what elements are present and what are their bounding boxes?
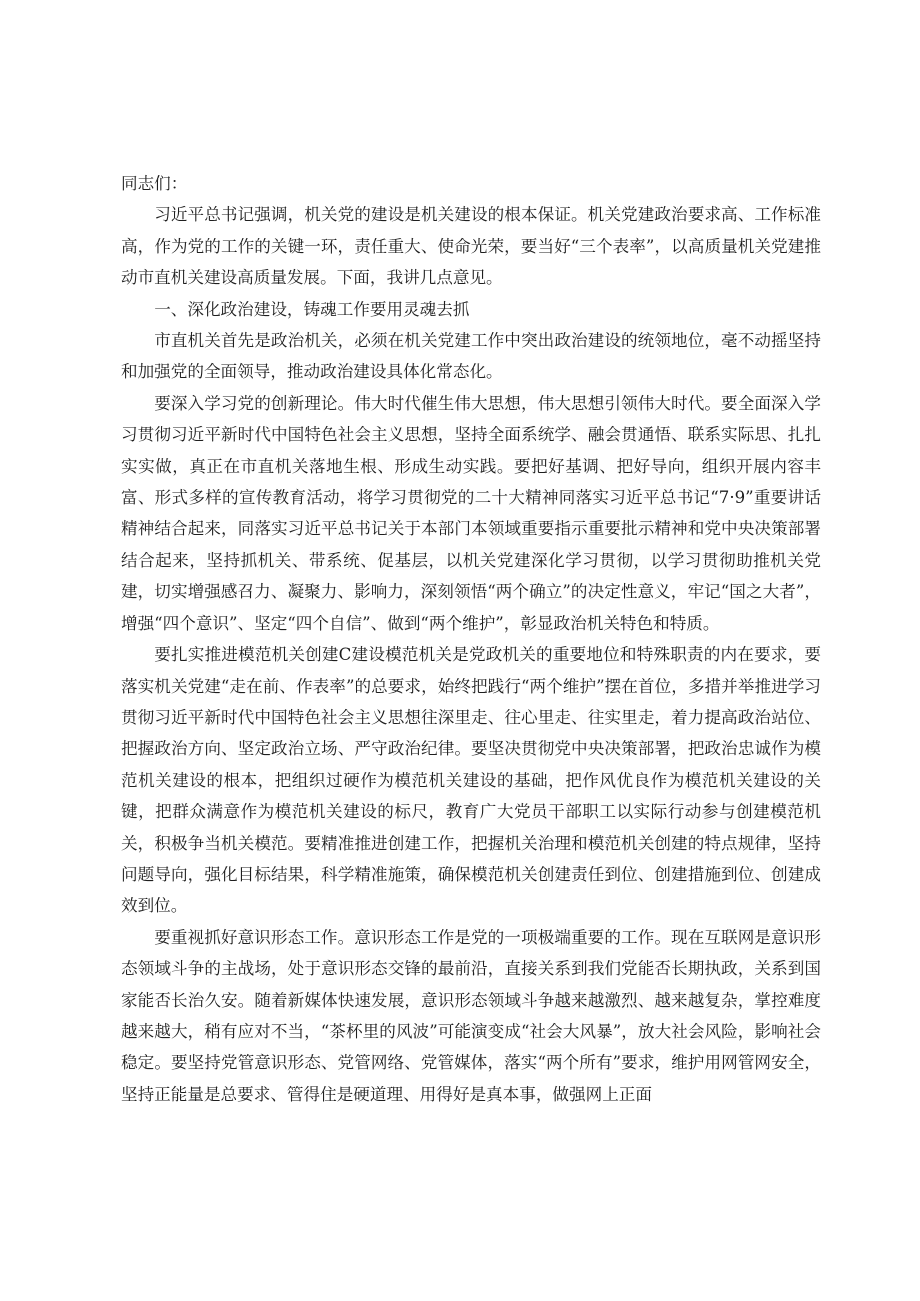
- section-heading-1: 一、深化政治建设，铸魂工作要用灵魂去抓: [154, 299, 470, 319]
- body-paragraph: 要扎实推进模范机关创建C建设模范机关是党政机关的重要地位和特殊职责的内在要求，要落实机关党建“走在前、作表率”的总要求，始终把践行“两个维护”摆在首位，多措并举推进学习贯彻习近平新时代中国特色社会主义思想往深里走、往心里走、往实里走，着力提高政治站位、把握政治方向、坚定政治立场、严守政治纪律。要坚决贯彻党中央决策部署，把政治忠诚作为模范机关建设的根本，把组织过硬作为模范机关建设的基础，把作风优良作为模范机关建设的关键，把群众满意作为模范机关建设的标尺，教育广大党员干部职工以实际行动参与创建模范机关，积极争当机关模范。要精准推进创建工作，把握机关治理和模范机关创建的特点规律，坚持问题导向，强化目标结果，科学精准施策，确保模范机关创建责任到位、创建措施到位、创建成效到位。: [121, 645, 821, 916]
- intro-paragraph: 习近平总书记强调，机关党的建设是机关建设的根本保证。机关党建政治要求高、工作标准高，作为党的工作的关键一环，责任重大、使命光荣，要当好“三个表率”，以高质量机关党建推动市直机关建设高质量发展。下面，我讲几点意见。: [121, 205, 821, 288]
- salutation: 同志们：: [121, 174, 188, 193]
- body-paragraph: 要深入学习党的创新理论。伟大时代催生伟大思想，伟大思想引领伟大时代。要全面深入学习贯彻习近平新时代中国特色社会主义思想，坚持全面系统学、融会贯通悟、联系实际思、扎扎实实做，真正在市直机关落地生根、形成生动实践。要把好基调、把好导向，组织开展内容丰富、形式多样的宣传教育活动，将学习贯彻党的二十大精神同落实习近平总书记“7·9”重要讲话精神结合起来，同落实习近平总书记关于本部门本领域重要指示重要批示精神和党中央决策部署结合起来，坚持抓机关、带系统、促基层，以机关党建深化学习贯彻，以学习贯彻助推机关党建，切实增强感召力、凝聚力、影响力，深刻领悟“两个确立”的决定性意义，牢记“国之大者”，增强“四个意识”、坚定“四个自信”、做到“两个维护”，彰显政治机关特色和特质。: [121, 393, 821, 633]
- document-body: [121, 168, 821, 1110]
- body-paragraph: 要重视抓好意识形态工作。意识形态工作是党的一项极端重要的工作。现在互联网是意识形态领域斗争的主战场，处于意识形态交锋的最前沿，直接关系到我们党能否长期执政，关系到国家能否长治久安。随着新媒体快速发展，意识形态领域斗争越来越激烈、越来越复杂，掌控难度越来越大，稍有应对不当，“茶杯里的风波”可能演变成“社会大风暴”，放大社会风险，影响社会稳定。要坚持党管意识形态、党管网络、党管媒体，落实“两个所有”要求，维护用网管网安全，坚持正能量是总要求、管得住是硬道理、用得好是真本事，做强网上正面: [121, 927, 821, 1104]
- body-paragraph: 市直机关首先是政治机关，必须在机关党建工作中突出政治建设的统领地位，毫不动摇坚持和加强党的全面领导，推动政治建设具体化常态化。: [121, 331, 821, 382]
